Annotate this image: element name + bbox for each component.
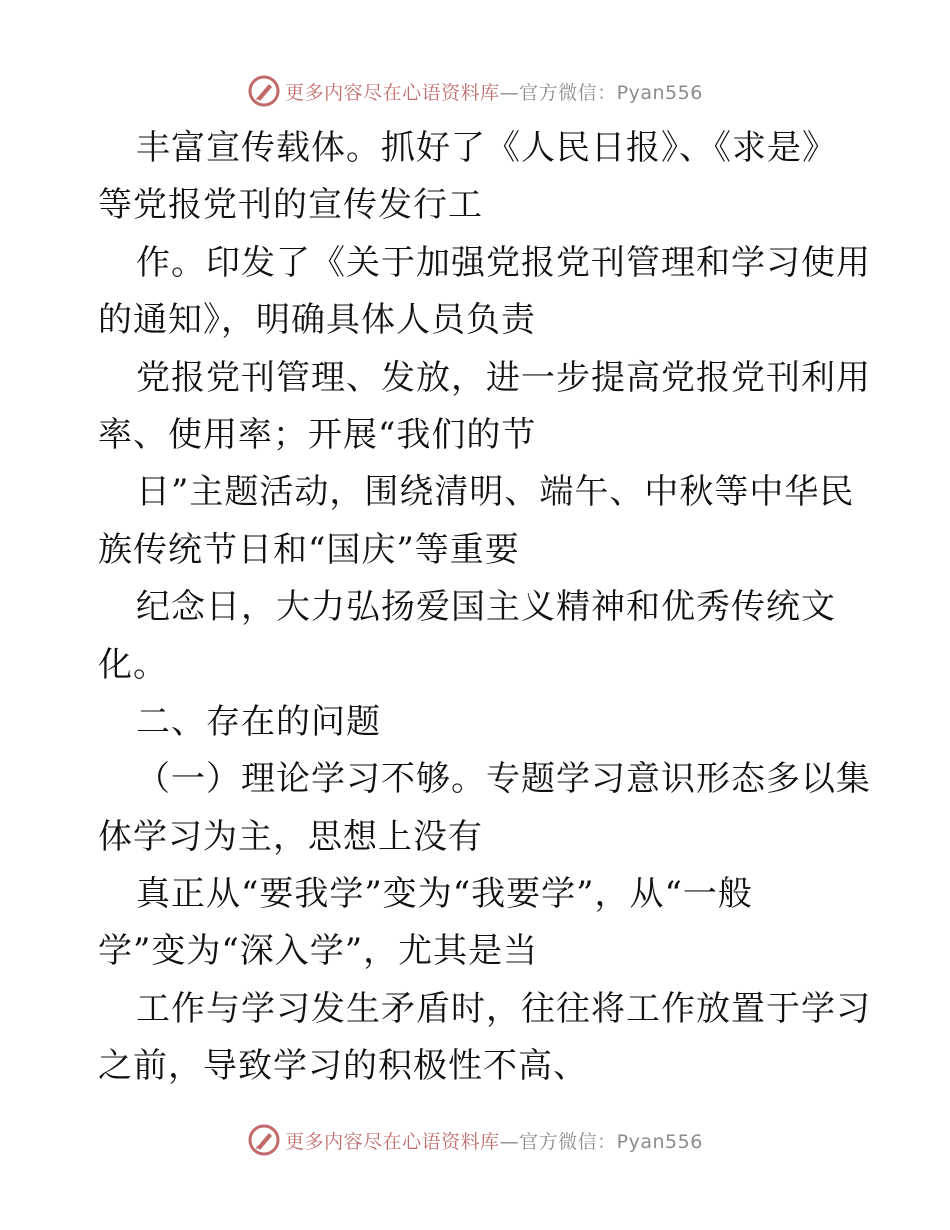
watermark-dash: — bbox=[499, 1130, 520, 1153]
section-heading: 二、存在的问题 bbox=[136, 701, 381, 742]
text-line: 体学习为主，思想上没有 bbox=[98, 816, 483, 857]
text-line: 率、使用率；开展“我们的节 bbox=[98, 414, 537, 455]
text-line: 族传统节日和“国庆”等重要 bbox=[98, 529, 520, 570]
text-line: 之前，导致学习的积极性不高、 bbox=[98, 1046, 588, 1087]
text-line: 化。 bbox=[98, 644, 168, 685]
text-line: 纪念日，大力弘扬爱国主义精神和优秀传统文 bbox=[136, 587, 836, 628]
watermark-text-primary: 更多内容尽在心语资料库 bbox=[285, 81, 500, 104]
text-line: 的通知》，明确具体人员负责 bbox=[98, 300, 536, 341]
text-line: 作。印发了《关于加强党报党刊管理和学习使用 bbox=[136, 242, 871, 283]
document-body bbox=[98, 120, 871, 1096]
text-line: 学”变为“深入学”，尤其是当 bbox=[98, 931, 539, 972]
pen-nib-logo-icon bbox=[247, 1123, 281, 1157]
text-line: 工作与学习发生矛盾时，往往将工作放置于学习 bbox=[136, 988, 871, 1029]
pen-nib-logo-icon bbox=[247, 74, 281, 108]
text-line: 党报党刊管理、发放，进一步提高党报党刊利用 bbox=[136, 357, 871, 398]
watermark-footer bbox=[0, 1123, 950, 1157]
text-line: 日”主题活动，围绕清明、端午、中秋等中华民 bbox=[136, 472, 855, 513]
text-line: 等党报党刊的宣传发行工 bbox=[98, 185, 483, 226]
text-line: 真正从“要我学”变为“我要学”，从“一般 bbox=[136, 874, 753, 915]
watermark-dash: — bbox=[499, 81, 520, 104]
watermark-header bbox=[0, 74, 950, 108]
watermark-text-secondary: 官方微信：Pyan556 bbox=[519, 81, 703, 104]
text-line: 丰富宣传载体。抓好了《人民日报》、《求是》 bbox=[136, 128, 837, 168]
watermark-text-primary: 更多内容尽在心语资料库 bbox=[285, 1130, 500, 1153]
watermark-text-secondary: 官方微信：Pyan556 bbox=[519, 1130, 703, 1153]
text-line: （一）理论学习不够。专题学习意识形态多以集 bbox=[136, 759, 871, 800]
